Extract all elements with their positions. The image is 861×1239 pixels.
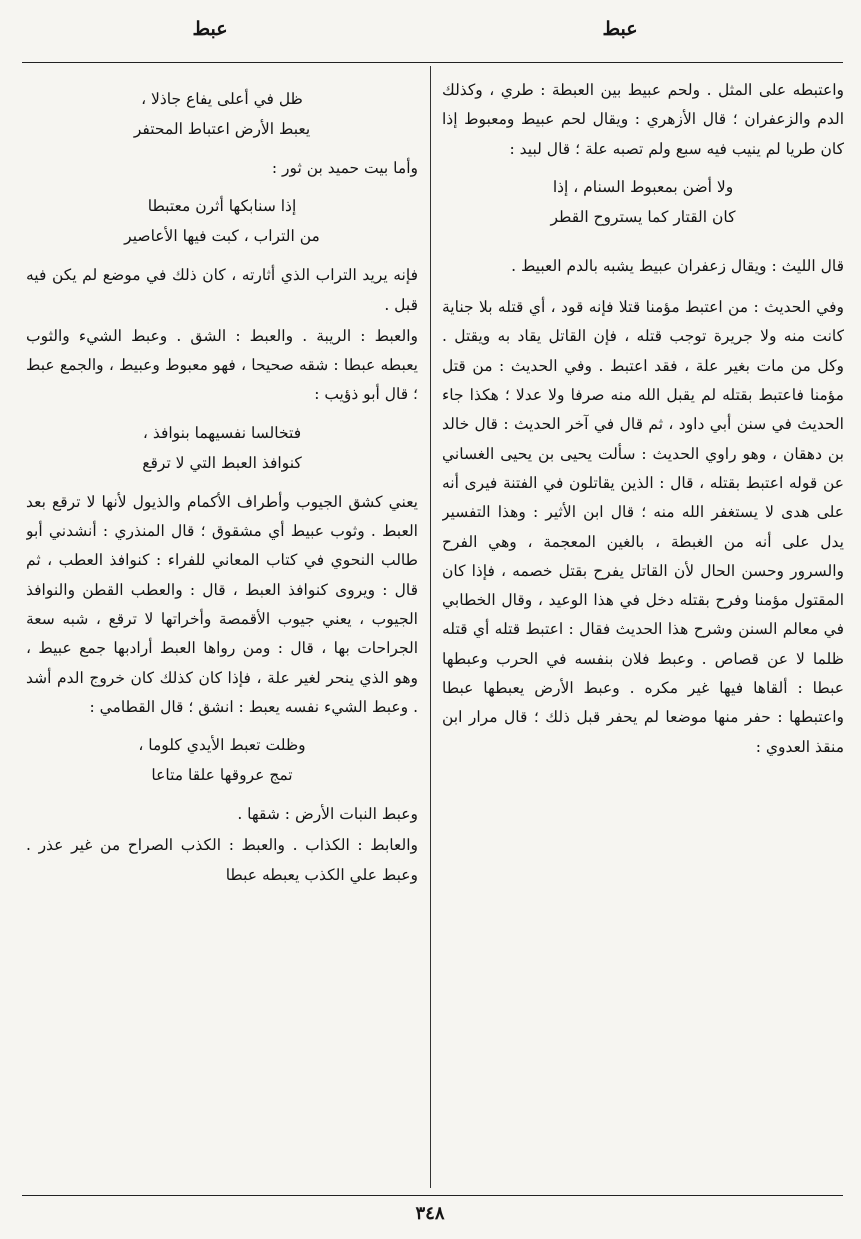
paragraph: والعبط : الريبة . والعبط : الشق . وعبط الشيء والثوب يعبطه عبطا : شقه صحيحا ، فهو معبوط وعبيط ، والجمع عبط ؛ قال أبو ذؤيب : bbox=[26, 326, 418, 404]
running-header-left: عبط bbox=[192, 18, 228, 40]
left-column bbox=[26, 76, 418, 1191]
bottom-rule bbox=[22, 1195, 843, 1196]
top-rule bbox=[22, 62, 843, 63]
verse-line: ولا أضن بمعبوط السنام ، إذا bbox=[552, 177, 734, 196]
verse bbox=[26, 191, 418, 251]
paragraph: يعني كشق الجيوب وأطراف الأكمام والذيول لأنها لا ترقع بعد العبط . وثوب عبيط أي مشقوق ؛ قال المنذري : أنشدني أبو طالب النحوي في كتاب المعاني للفراء : كنوافذ العطب ، ثم قال : ويروى كنوافذ العبط ، قال : والعطب القطن والنوافذ الجيوب ، يعني جيوب الأقمصة وأخراتها لا ترقع ، شبه سعة الجراحات بها ، قال : ومن رواها العبط أرادبها جمع عبيط ، وهو الذي ينحر لغير علة ، فإذا كان كذلك كان خروج الدم أشد . وعبط الشيء نفسه يعبط : انشق ؛ قال القطامي : bbox=[26, 492, 418, 716]
page-number: ٣٤٨ bbox=[415, 1203, 445, 1224]
verse-line: تمج عروقها علقا متاعا bbox=[151, 766, 293, 785]
verse bbox=[26, 418, 418, 478]
column-divider bbox=[430, 66, 431, 1188]
verse-line: فتخالسا نفسيهما بنوافذ ، bbox=[142, 423, 302, 442]
verse-line: وظلت تعبط الأيدي كلوما ، bbox=[138, 736, 306, 755]
paragraph: وفي الحديث : من اعتبط مؤمنا قتلا فإنه قود ، أي قتله بلا جناية كانت منه ولا جريرة توجب قتله ، فإن القاتل يقاد به ويقتل . وكل من مات بغير علة ، فقد اعتبط . وفي الحديث : من قتل مؤمنا فاعتبط بقتله لم يقبل الله منه صرفا ولا عدلا ؛ هكذا جاء الحديث في سنن أبي داود ، ثم قال في آخر الحديث : قال خالد بن دهقان ، وهو راوي الحديث : سألت يحيى بن يحيى الغساني عن قوله اعتبط بقتله ، قال : الذين يقاتلون في الفتنة فيرى أنه على هدى لا يستغفر الله منه ؛ قال ابن الأثير : وهذا التفسير يدل على أنه من الغبطة ، بالغين المعجمة ، وهي الفرح والسرور وحسن الحال لأن القاتل يفرح بقتل خصمه ، فإذا كان المقتول مؤمنا وفرح بقتله دخل في هذا الوعيد ، وقال الخطابي في معالم السنن وشرح هذا الحديث فقال : اعتبط قتله أي قتله ظلما لا عن قصاص . وعبط فلان بنفسه في الحرب وعبطها عبطا : ألقاها فيها غير مكره . وعبط الأرض يعبطها عبطا واعتبطها : حفر منها موضعا لم يحفر قبل ذلك ؛ قال مرار ابن منقذ العدوي : bbox=[442, 298, 844, 756]
paragraph: وعبط النبات الأرض : شقها . bbox=[237, 805, 418, 824]
right-column bbox=[442, 76, 844, 1191]
verse-line: إذا سنابكها أثرن معتبطا bbox=[147, 197, 297, 216]
verse bbox=[26, 84, 418, 144]
paragraph: والعابط : الكذاب . والعبط : الكذب الصراح من غير عذر . وعبط علي الكذب يعبطه عبطا bbox=[26, 836, 418, 884]
verse-line: من التراب ، كبت فيها الأعاصير bbox=[124, 227, 320, 246]
running-header-right: عبط bbox=[602, 18, 638, 40]
verse-line: كان القتار كما يستروح القطر bbox=[550, 207, 736, 226]
verse bbox=[26, 730, 418, 790]
paragraph: وأما بيت حميد بن ثور : bbox=[271, 159, 418, 177]
verse-line: كنوافذ العبط التي لا ترقع bbox=[142, 453, 302, 472]
verse-line: يعبط الأرض اعتباط المحتفر bbox=[133, 120, 311, 138]
paragraph: قال الليث : ويقال زعفران عبيط يشبه بالدم العبيط . bbox=[511, 256, 844, 275]
verse-line: ظل في أعلى يفاع جاذلا ، bbox=[141, 90, 303, 108]
paragraph: فإنه يريد التراب الذي أثارته ، كان ذلك في موضع لم يكن فيه قبل . bbox=[26, 266, 418, 314]
verse bbox=[442, 172, 844, 232]
paragraph: واعتبطه على المثل . ولحم عبيط بين العبطة : طري ، وكذلك الدم والزعفران ؛ قال الأزهري : ويقال لحم عبيط ومعبوط إذا كان طريا لم ينيب فيه سبع ولم تصبه علة ؛ قال لبيد : bbox=[442, 81, 844, 158]
